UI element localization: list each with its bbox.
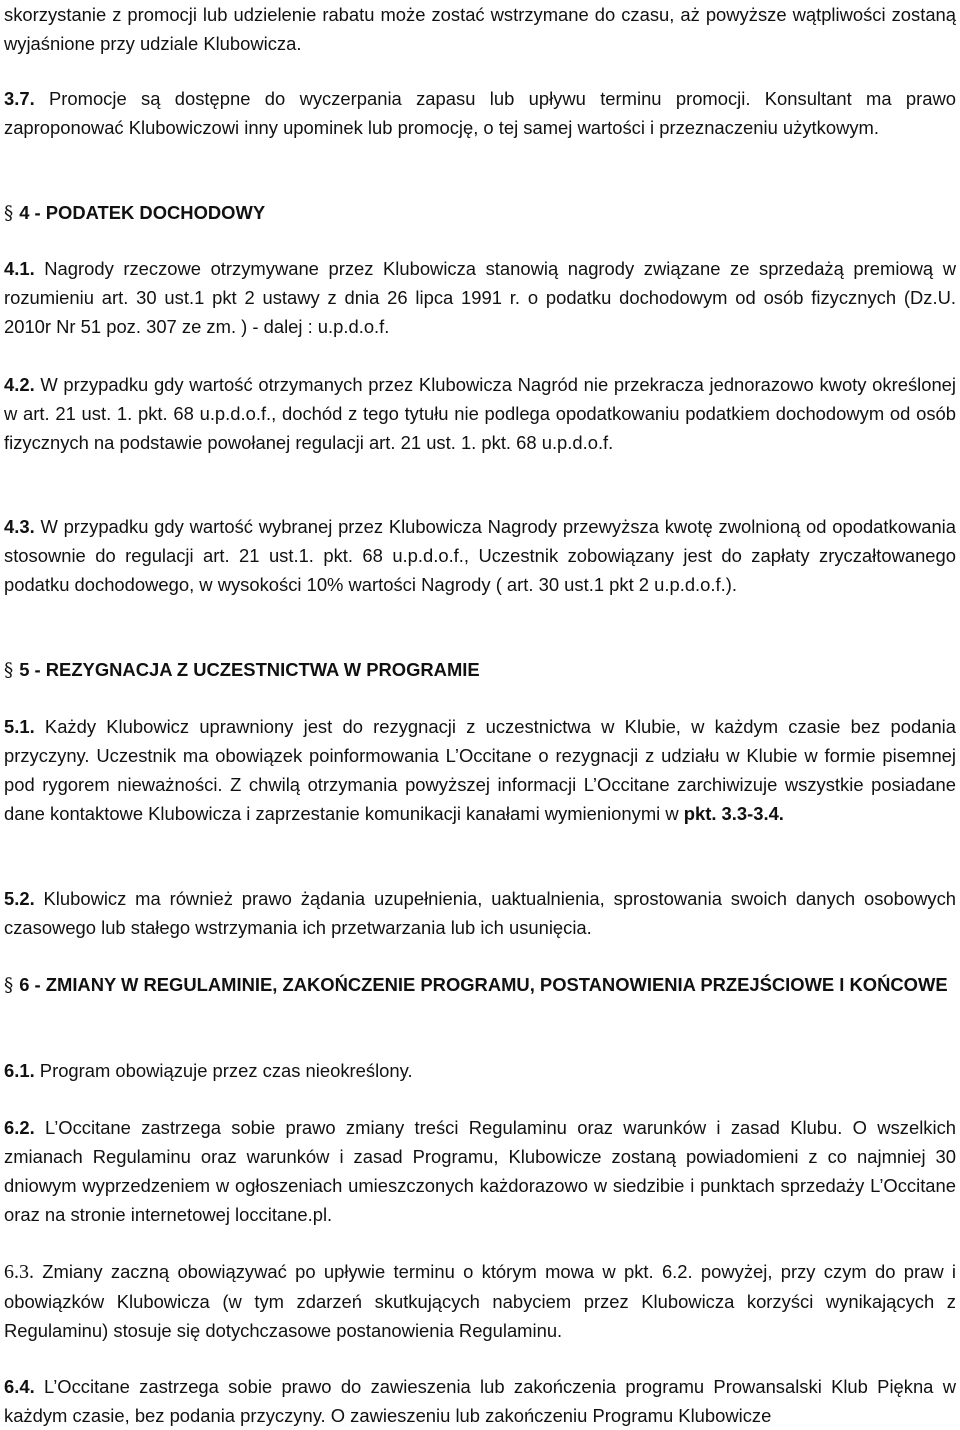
paragraph-text: Nagrody rzeczowe otrzymywane przez Klubowicza stanowią nagrody związane ze sprzedażą premiową w rozumieniu art. 30 ust.1 pkt 2 ustawy z dnia 26 lipca 1991 r. o podatku dochodowym od osób fizycznych (Dz.U. 2010r Nr 51 poz. 307 ze zm. ) - dalej : u.p.d.o.f.: [4, 258, 956, 337]
paragraph-4-3: [4, 512, 956, 599]
paragraph-number: 4.3.: [4, 516, 35, 537]
heading-text: 6 - ZMIANY W REGULAMINIE, ZAKOŃCZENIE PROGRAMU, POSTANOWIENIA PRZEJŚCIOWE I KOŃCOWE: [19, 974, 948, 995]
paragraph-continuation: [4, 0, 956, 58]
section-sign-icon: §: [4, 660, 14, 681]
paragraph-number: 5.2.: [4, 888, 35, 909]
paragraph-text: Zmiany zaczną obowiązywać po upływie terminu o którym mowa w pkt. 6.2. powyżej, przy czym do praw i obowiązków Klubowicza (w tym zdarzeń skutkujących nabyciem przez Klubowicza korzyści wynikających z Regulaminu) stosuje się dotychczasowe postanowienia Regulaminu.: [4, 1261, 956, 1341]
paragraph-text: Promocje są dostępne do wyczerpania zapasu lub upływu terminu promocji. Konsultant ma prawo zaproponować Klubowiczowi inny upominek lub promocję, o tej samej wartości i przeznaczeniu użytkowym.: [4, 88, 956, 138]
paragraph-text: L’Occitane zastrzega sobie prawo zmiany treści Regulaminu oraz warunków i zasad Klubu. O wszelkich zmianach Regulaminu oraz warunków i zasad Programu, Klubowicze zostaną powiadomieni z co najmniej 30 dniowym wyprzedzeniem w ogłoszeniach umieszczonych każdorazowo w siedzibie i punktach sprzedaży L’Occitane oraz na stronie internetowej loccitane.pl.: [4, 1117, 956, 1225]
paragraph-number: 6.4.: [4, 1376, 35, 1397]
paragraph-3-7: [4, 84, 956, 142]
paragraph-5-1: [4, 712, 956, 828]
paragraph-4-2: [4, 370, 956, 457]
section-heading-5: [4, 655, 956, 685]
paragraph-number: 3.7.: [4, 88, 35, 109]
paragraph-text: Klubowicz ma również prawo żądania uzupełnienia, uaktualnienia, sprostowania swoich danych osobowych czasowego lub stałego wstrzymania ich przetwarzania lub ich usunięcia.: [4, 888, 956, 938]
heading-text: 4 - PODATEK DOCHODOWY: [19, 202, 266, 223]
paragraph-text: Program obowiązuje przez czas nieokreślony.: [34, 1060, 413, 1081]
paragraph-text: Każdy Klubowicz uprawniony jest do rezygnacji z uczestnictwa w Klubie, w każdym czasie bez podania przyczyny. Uczestnik ma obowiązek poinformowania L’Occitane o rezygnacji z udziału w Klubie w formie pisemnej pod rygorem nieważności. Z chwilą otrzymania powyższej informacji L’Occitane zarchiwizuje wszystkie posiadane dane kontaktowe Klubowicza i zaprzestanie komunikacji kanałami wymienionymi w: [4, 716, 956, 824]
paragraph-5-2: [4, 884, 956, 942]
paragraph-number: 4.2.: [4, 374, 35, 395]
paragraph-6-3: [4, 1257, 956, 1345]
paragraph-number: 5.1.: [4, 716, 35, 737]
paragraph-text: W przypadku gdy wartość otrzymanych przez Klubowicza Nagród nie przekracza jednorazowo kwoty określonej w art. 21 ust. 1. pkt. 68 u.p.d.o.f., dochód z tego tytułu nie podlega opodatkowaniu podatkiem dochodowym od osób fizycznych na podstawie powołanej regulacji art. 21 ust. 1. pkt. 68 u.p.d.o.f.: [4, 374, 956, 453]
section-sign-icon: §: [4, 975, 14, 996]
paragraph-6-4: [4, 1372, 956, 1430]
paragraph-6-1: [4, 1056, 956, 1085]
paragraph-text: skorzystanie z promocji lub udzielenie rabatu może zostać wstrzymane do czasu, aż powyższe wątpliwości zostaną wyjaśnione przy udziale Klubowicza.: [4, 4, 956, 54]
paragraph-6-2: [4, 1113, 956, 1229]
heading-text: 5 - REZYGNACJA Z UCZESTNICTWA W PROGRAMIE: [19, 659, 480, 680]
paragraph-number: 6.2.: [4, 1117, 35, 1138]
section-heading-4: [4, 198, 956, 228]
paragraph-text: W przypadku gdy wartość wybranej przez Klubowicza Nagrody przewyższa kwotę zwolnioną od opodatkowania stosownie do regulacji art. 21 ust.1. pkt. 68 u.p.d.o.f., Uczestnik zobowiązany jest do zapłaty zryczałtowanego podatku dochodowego, w wysokości 10% wartości Nagrody ( art. 30 ust.1 pkt 2 u.p.d.o.f.).: [4, 516, 956, 595]
paragraph-number: 4.1.: [4, 258, 35, 279]
section-sign-icon: §: [4, 203, 14, 224]
paragraph-4-1: [4, 254, 956, 341]
paragraph-reference: pkt. 3.3-3.4.: [683, 803, 784, 824]
paragraph-number: 6.1.: [4, 1060, 35, 1081]
paragraph-text: L’Occitane zastrzega sobie prawo do zawieszenia lub zakończenia programu Prowansalski Klub Piękna w każdym czasie, bez podania przyczyny. O zawieszeniu lub zakończeniu Programu Klubowicze: [4, 1376, 956, 1426]
paragraph-number: 6.3.: [4, 1261, 34, 1283]
section-heading-6: [4, 970, 956, 1000]
